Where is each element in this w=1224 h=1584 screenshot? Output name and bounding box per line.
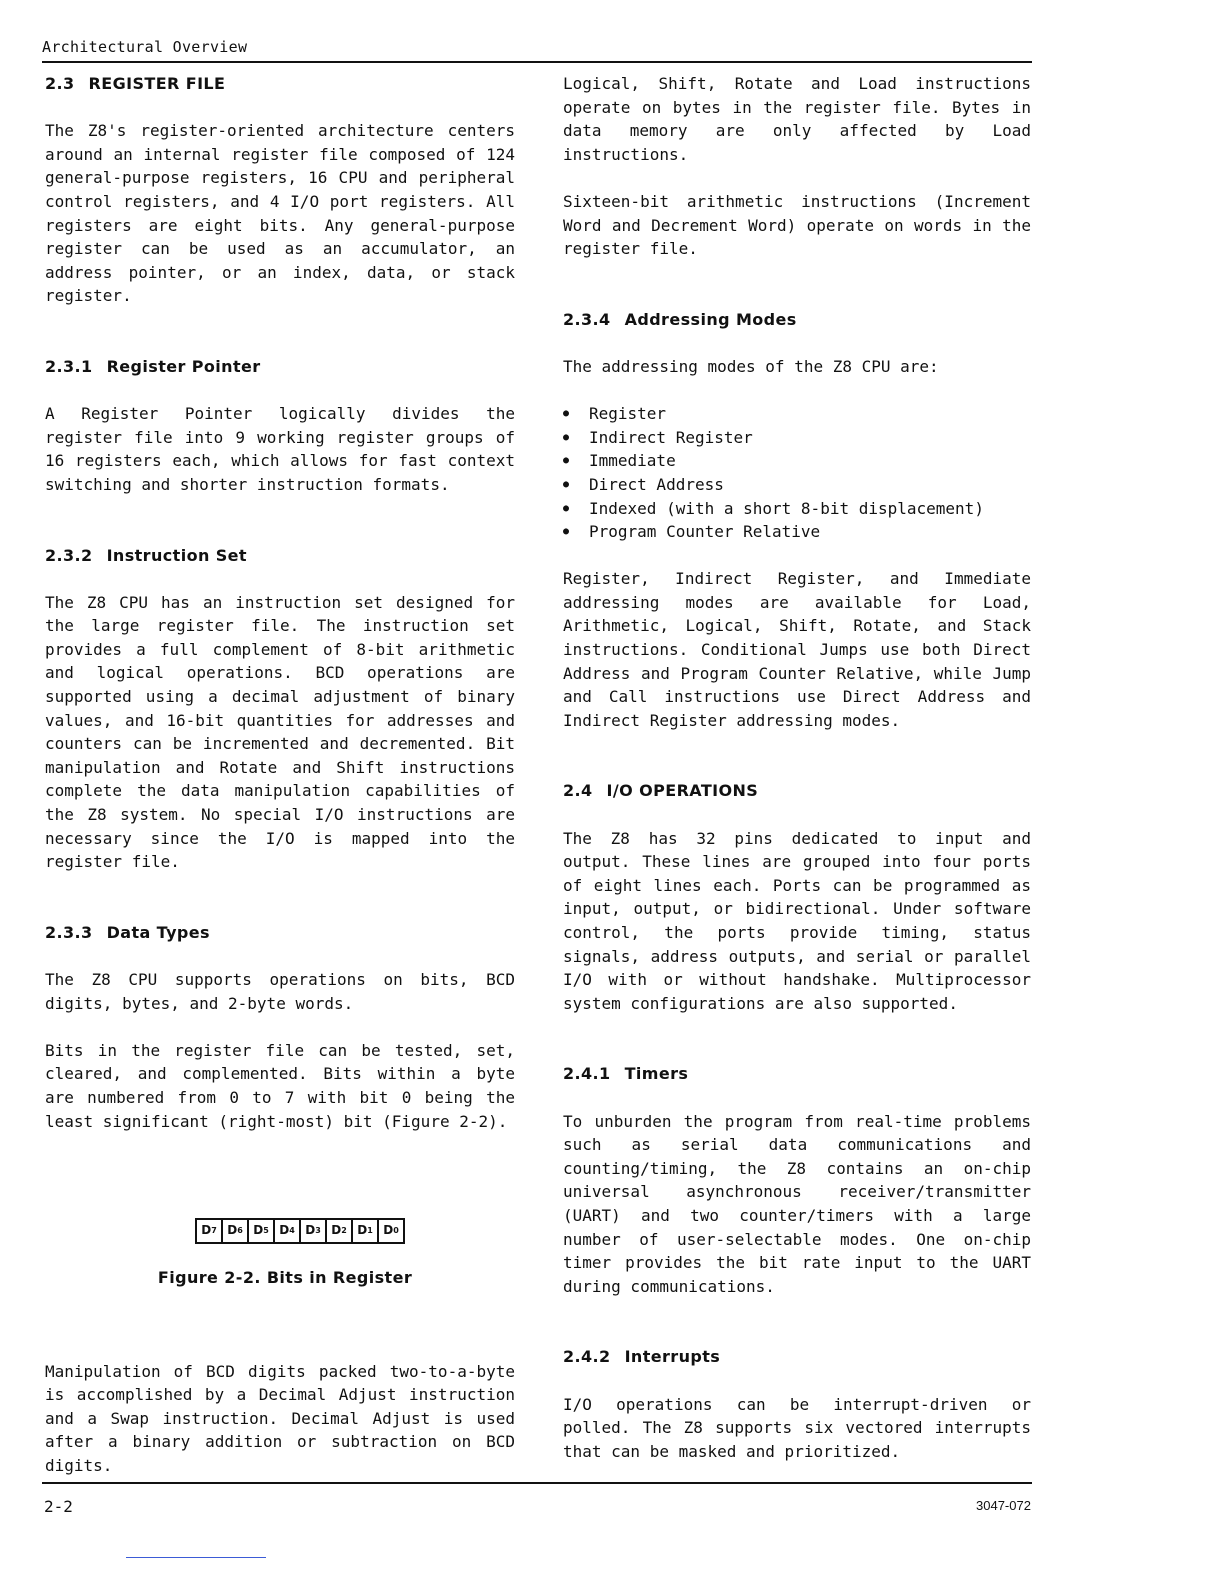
section-heading-2-3 — [45, 72, 515, 96]
section-body: The Z8 CPU has an instruction set designed for the large register file. The instruction set provides a full complement of 8-bit arithmetic and logical operations. BCD operations are supported using a decimal adjustment of binary values, and 16-bit quantities for addresses and counters can be incremented and decremented. Bit manipulation and Rotate and Shift instructions complete the data manipulation capabilities of the Z8 system. No special I/O instructions are necessary since the I/O is mapped into the register file. — [45, 592, 515, 872]
page-number: 2-2 — [44, 1497, 73, 1516]
section-heading-2-3-3 — [45, 921, 515, 945]
running-header: Architectural Overview — [42, 38, 248, 56]
section-title: REGISTER FILE — [88, 74, 226, 93]
section-title: Interrupts — [624, 1347, 721, 1367]
paragraph: Logical, Shift, Rotate and Load instructions operate on bytes in the register file. Bytes in data memory are only affected by Load instructions. — [563, 74, 1031, 164]
list-item: ● Indexed (with a short 8-bit displacement) — [563, 497, 1031, 521]
scan-artifact-line — [126, 1557, 266, 1558]
list-item: ● Immediate — [563, 449, 1031, 473]
section-title: Timers — [624, 1064, 689, 1084]
figure-2-2 — [45, 1217, 515, 1289]
bit-cell-d3: D 3 — [301, 1220, 327, 1242]
paragraph: Sixteen-bit arithmetic instructions (Increment Word and Decrement Word) operate on words in the register file. — [563, 191, 1031, 259]
section-heading-2-4-1 — [563, 1062, 1031, 1086]
section-heading-2-3-1 — [45, 355, 515, 379]
bit-cell-d2: D 2 — [327, 1220, 353, 1242]
section-body: Register, Indirect Register, and Immediate addressing modes are available for Load, Arithmetic, Logical, Shift, Rotate, and Stack instructions. Conditional Jumps use both Direct Address and Program Counter Relative, while Jump and Call instructions use Direct Address and Indirect Register addressing modes. — [563, 569, 1031, 730]
register-bit-diagram — [195, 1218, 405, 1244]
section-number: 2.4 — [563, 781, 593, 801]
list-item: ● Direct Address — [563, 473, 1031, 497]
left-column — [45, 72, 515, 1478]
list-item: ● Program Counter Relative — [563, 520, 1031, 544]
section-number: 2.4.1 — [563, 1064, 611, 1084]
section-body: A Register Pointer logically divides the register file into 9 working register groups of 16 registers each, which allows for fast context switching and shorter instruction formats. — [45, 404, 515, 494]
section-number: 2.3.1 — [45, 356, 93, 376]
right-column — [563, 72, 1031, 1463]
section-body: Bits in the register file can be tested, set, cleared, and complemented. Bits within a byte are numbered from 0 to 7 with bit 0 being the least significant (right-most) bit (Figure 2-2). — [45, 1040, 515, 1131]
figure-caption: Figure 2-2. Bits in Register — [157, 1267, 413, 1287]
section-number: 2.3.4 — [563, 309, 611, 329]
section-heading-2-4-2 — [563, 1345, 1031, 1369]
bit-cell-d6: D 6 — [223, 1220, 249, 1242]
footer-rule — [42, 1482, 1032, 1484]
section-heading-2-4 — [563, 779, 1031, 803]
section-body: The Z8 has 32 pins dedicated to input and output. These lines are grouped into four ports of eight lines each. Ports can be programmed as input, output, or bidirectional. Under software control, the ports provide timing, status signals, address outputs, and serial or parallel I/O with or without handshake. Multiprocessor system configurations are also supported. — [563, 828, 1031, 1013]
section-title: Instruction Set — [106, 545, 247, 565]
section-heading-2-3-2 — [45, 544, 515, 568]
section-body: Manipulation of BCD digits packed two-to-a-byte is accomplished by a Decimal Adjust instruction and a Swap instruction. Decimal Adjust is used after a binary addition or subtraction on BCD digits. — [45, 1361, 515, 1475]
section-body: The Z8 CPU supports operations on bits, BCD digits, bytes, and 2-byte words. — [45, 970, 515, 1013]
section-heading-2-3-4 — [563, 308, 1031, 332]
section-title: Addressing Modes — [624, 309, 797, 329]
bit-cell-d7: D 7 — [197, 1220, 223, 1242]
section-body: To unburden the program from real-time problems such as serial data communications and counting/timing, the Z8 contains an on-chip universal asynchronous receiver/transmitter (UART) and two counter/timers with a large number of user-selectable modes. One on-chip timer provides the bit rate input to the UART during communications. — [563, 1111, 1031, 1296]
list-item: ● Indirect Register — [563, 426, 1031, 450]
section-body: The addressing modes of the Z8 CPU are: — [563, 356, 939, 376]
bit-cell-d0: D 0 — [383, 1223, 399, 1238]
document-code: 3047-072 — [976, 1498, 1031, 1513]
section-title: Data Types — [106, 922, 210, 942]
section-body: The Z8's register-oriented architecture centers around an internal register file composed of 124 general-purpose registers, 16 CPU and peripheral control registers, and 4 I/O port registers. All registers are eight bits. Any general-purpose register can be used as an accumulator, an address pointer, or an index, data, or stack register. — [45, 121, 515, 306]
list-item: ● Register — [563, 402, 1031, 426]
section-title: Register Pointer — [106, 356, 261, 376]
bit-cell-d1: D 1 — [353, 1220, 379, 1242]
section-number: 2.4.2 — [563, 1347, 611, 1367]
bit-cell-d4: D 4 — [275, 1220, 301, 1242]
section-number: 2.3.2 — [45, 545, 93, 565]
addressing-mode-list — [563, 402, 1031, 544]
section-body: I/O operations can be interrupt-driven or polled. The Z8 supports six vectored interrupts that can be masked and prioritized. — [563, 1394, 1031, 1461]
section-number: 2.3.3 — [45, 922, 93, 942]
bit-cell-d5: D 5 — [249, 1220, 275, 1242]
section-number: 2.3 — [45, 74, 75, 93]
section-title: I/O OPERATIONS — [606, 781, 759, 801]
header-rule — [42, 61, 1032, 63]
